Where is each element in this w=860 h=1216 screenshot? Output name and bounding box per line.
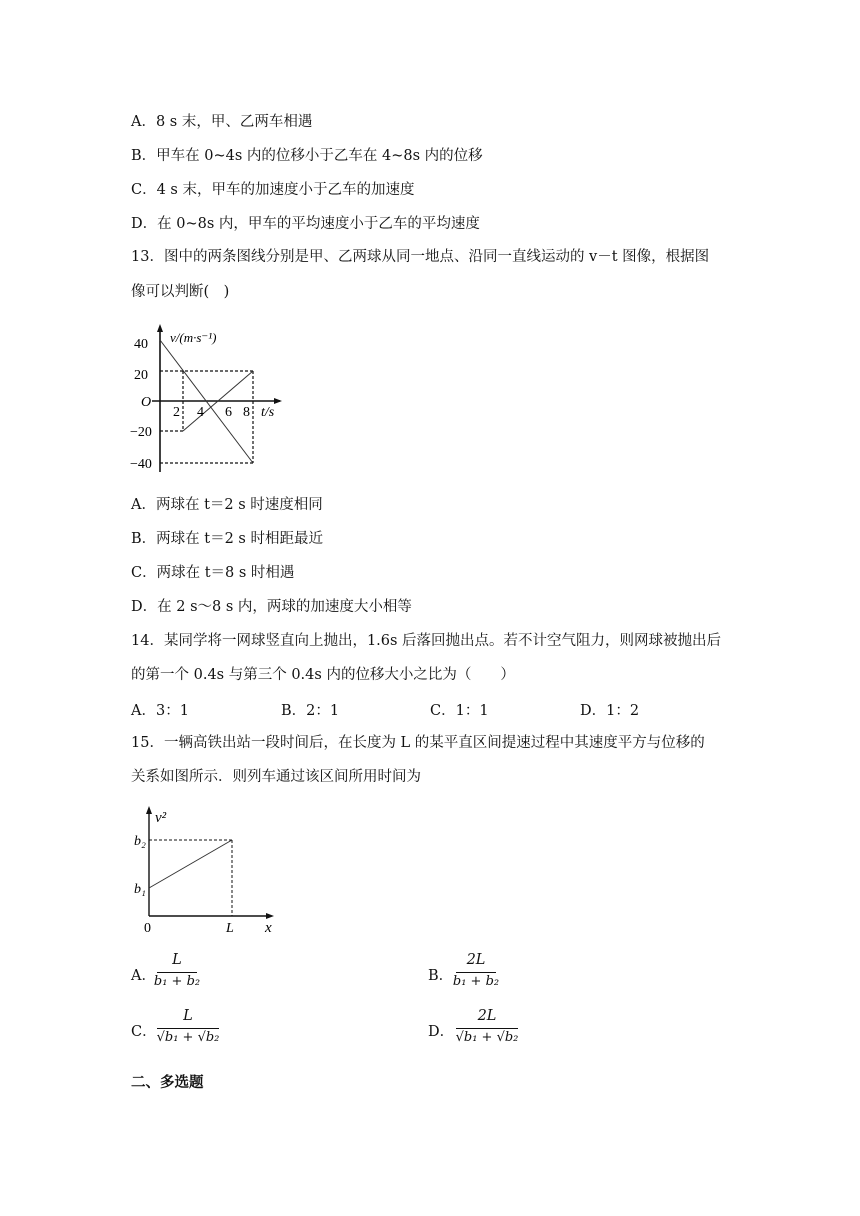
q13-x-tick-6: 6 <box>225 405 232 420</box>
q12-option-c: C．4 s 末，甲车的加速度小于乙车的加速度 <box>131 182 415 198</box>
q15-option-c <box>131 1008 231 1052</box>
q15-option-b <box>428 952 508 994</box>
q15-option-d-denominator: √b₁ + √b₂ <box>455 1030 519 1045</box>
q13-option-d: D．在 2 s～8 s 内，两球的加速度大小相等 <box>131 599 412 615</box>
q15-option-c-label: C． <box>131 1024 157 1040</box>
q12-option-a: A．8 s 末，甲、乙两车相遇 <box>131 114 313 130</box>
q12-option-b: B．甲车在 0~4s 内的位移小于乙车在 4~8s 内的位移 <box>131 148 483 164</box>
q13-x-tick-2: 2 <box>173 405 180 420</box>
q13-y-tick-m20: −20 <box>130 425 152 440</box>
q14-option-c: C．1：1 <box>430 703 489 719</box>
q15-option-b-denominator: b₁ + b₂ <box>452 974 500 989</box>
q15-option-b-label: B． <box>428 968 454 984</box>
q15-v2-x-graph <box>130 800 285 935</box>
q15-option-b-fraction-bar <box>456 972 496 973</box>
q13-option-c: C．两球在 t＝8 s 时相遇 <box>131 565 295 581</box>
q15-option-c-fraction-bar <box>157 1028 219 1029</box>
q15-option-d-fraction-bar <box>456 1028 518 1029</box>
q15-option-c-denominator: √b₁ + √b₂ <box>156 1030 220 1045</box>
q13-x-label: t/s <box>261 405 275 420</box>
q15-option-d-numerator: 2L <box>477 1008 497 1024</box>
q15-option-c-numerator: L <box>183 1008 193 1024</box>
section-title-multiple-choice: 二、多选题 <box>131 1075 204 1091</box>
q15-b1-label: b₁ <box>134 882 146 897</box>
q15-b2-label: b₂ <box>134 834 146 849</box>
q13-y-tick-0: O <box>141 395 152 410</box>
q15-option-b-numerator: 2L <box>466 952 486 968</box>
q15-option-a-fraction-bar <box>157 972 197 973</box>
q14-stem-line1: 14．某同学将一网球竖直向上抛出，1.6s 后落回抛出点。若不计空气阻力，则网球被抛出后 <box>131 633 722 649</box>
q15-x-label: x <box>265 920 272 935</box>
q15-L-label: L <box>226 921 234 935</box>
q15-stem-line1: 15．一辆高铁出站一段时间后，在长度为 L 的某平直区间提速过程中其速度平方与位移的 <box>131 735 705 751</box>
q14-option-b: B．2：1 <box>281 703 340 719</box>
q13-y-tick-20: 20 <box>134 368 148 383</box>
q13-y-tick-40: 40 <box>134 337 148 352</box>
q14-option-d: D．1：2 <box>580 703 640 719</box>
q13-option-a: A．两球在 t＝2 s 时速度相同 <box>131 497 323 513</box>
q14-option-a: A．3：1 <box>131 703 189 719</box>
q15-option-a-denominator: b₁ + b₂ <box>153 974 201 989</box>
q13-stem-line2: 像可以判断( ) <box>131 284 230 300</box>
q13-y-tick-m40: −40 <box>130 457 152 472</box>
q13-vt-graph <box>130 322 290 474</box>
q13-x-tick-4: 4 <box>197 405 204 420</box>
q13-x-tick-8: 8 <box>243 405 250 420</box>
q15-origin-label: 0 <box>144 921 151 935</box>
q15-y-label: v² <box>155 810 167 826</box>
q15-option-a <box>131 952 211 994</box>
q15-option-d <box>428 1008 528 1052</box>
q15-option-a-numerator: L <box>172 952 182 968</box>
q15-option-a-label: A． <box>131 968 156 984</box>
q13-stem-line1: 13．图中的两条图线分别是甲、乙两球从同一地点、沿同一直线运动的 v－t 图像，根据图 <box>131 249 710 265</box>
q13-y-label: v/(m·s⁻¹) <box>170 330 217 345</box>
q13-option-b: B．两球在 t＝2 s 时相距最近 <box>131 531 323 547</box>
q15-option-d-label: D． <box>428 1024 455 1040</box>
q15-stem-line2: 关系如图所示．则列车通过该区间所用时间为 <box>131 769 421 785</box>
q14-stem-line2: 的第一个 0.4s 与第三个 0.4s 内的位移大小之比为（ ） <box>131 667 515 683</box>
q12-option-d: D．在 0~8s 内，甲车的平均速度小于乙车的平均速度 <box>131 216 480 232</box>
